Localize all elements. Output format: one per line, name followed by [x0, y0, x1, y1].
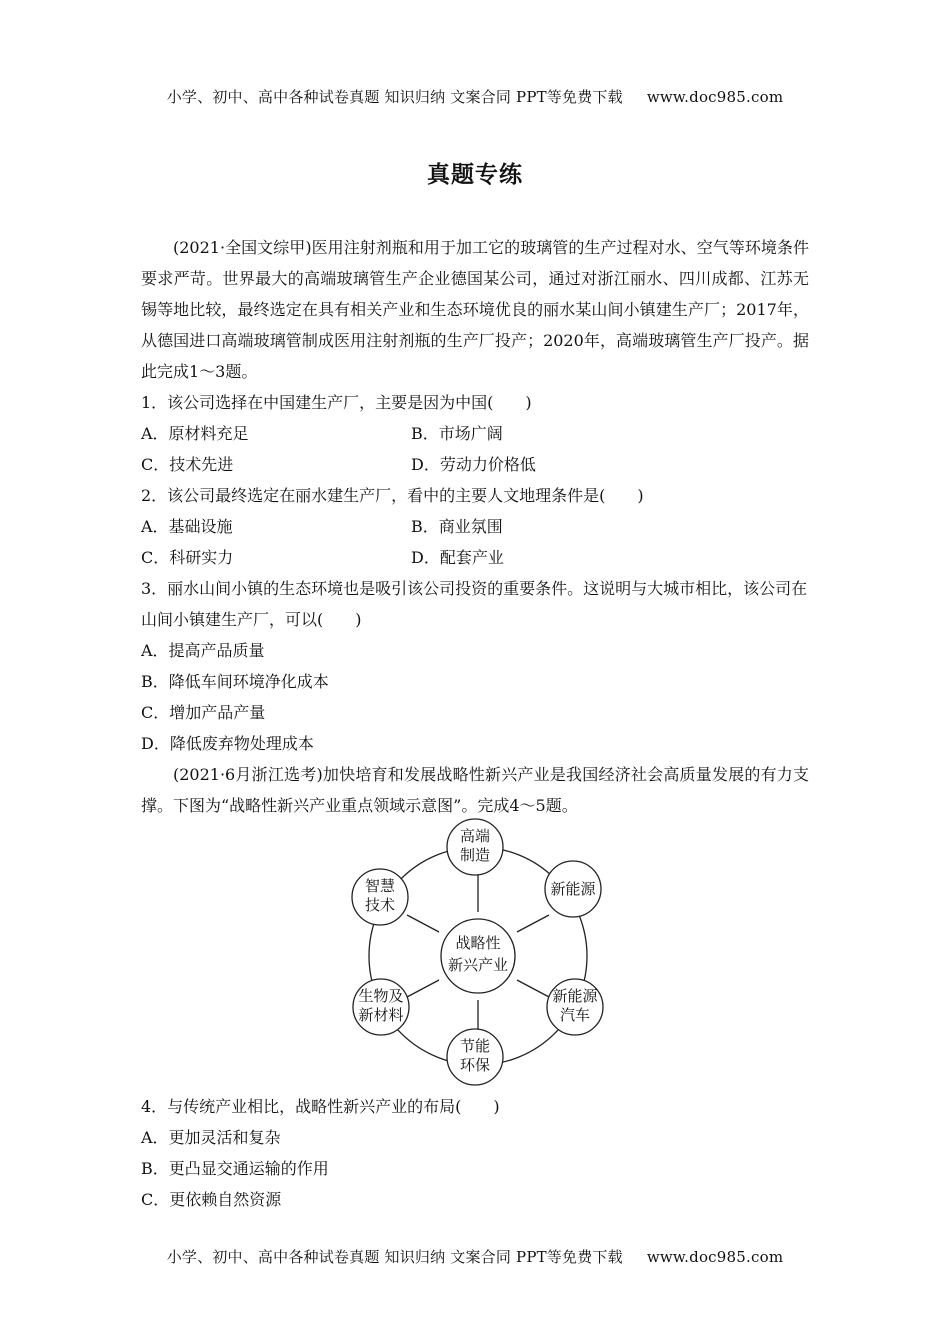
- center-label-line-2: 新兴产业: [447, 956, 509, 974]
- q1-option-d: D．劳动力价格低: [411, 455, 536, 474]
- q2-option-c: C．科研实力: [141, 548, 234, 567]
- spoke-lower-left: [407, 980, 439, 997]
- node-bio-materials-line-2: 新材料: [358, 1006, 404, 1024]
- question-3-stem: 3．丽水山间小镇的生态环境也是吸引该公司投资的重要条件。这说明与大城市相比，该公司在山间小镇建生产厂，可以( ): [141, 579, 808, 629]
- node-smart-tech-line-1: 智慧: [364, 877, 396, 895]
- spoke-lower-right: [517, 980, 549, 997]
- question-1-stem: 1．该公司选择在中国建生产厂，主要是因为中国( ): [141, 393, 532, 412]
- page-header: [0, 86, 950, 107]
- q2-option-b: B．商业氛围: [411, 517, 503, 536]
- footer-url[interactable]: www.doc985.com: [646, 1248, 784, 1266]
- question-1-options-row-2: [141, 449, 809, 480]
- section-2: [141, 1091, 809, 1215]
- node-new-energy-line-1: 新能源: [550, 880, 596, 898]
- node-smart-tech-line-2: 技术: [364, 896, 396, 914]
- q3-option-d: D．降低废弃物处理成本: [141, 734, 314, 753]
- node-energy-saving-line-2: 环保: [459, 1056, 491, 1074]
- node-bio-materials-line-1: 生物及: [358, 987, 404, 1005]
- q1-option-c: C．技术先进: [141, 455, 234, 474]
- header-text: 小学、初中、高中各种试卷真题 知识归纳 文案合同 PPT等免费下载: [166, 88, 623, 106]
- question-4-stem: 4．与传统产业相比，战略性新兴产业的布局( ): [141, 1097, 500, 1116]
- q3-option-a: A．提高产品质量: [141, 641, 265, 660]
- question-2-stem: 2．该公司最终选定在丽水建生产厂，看中的主要人文地理条件是( ): [141, 486, 644, 505]
- q3-option-b: B．降低车间环境净化成本: [141, 672, 329, 691]
- page-footer: [0, 1246, 950, 1267]
- question-2-options-row-2: [141, 542, 809, 573]
- header-url[interactable]: www.doc985.com: [646, 88, 784, 106]
- q2-option-d: D．配套产业: [411, 548, 504, 567]
- industry-diagram: [340, 812, 620, 1090]
- q3-option-c: C．增加产品产量: [141, 703, 266, 722]
- footer-text: 小学、初中、高中各种试卷真题 知识归纳 文案合同 PPT等免费下载: [166, 1248, 623, 1266]
- page-title: 真题专练: [427, 162, 523, 188]
- spoke-upper-right: [517, 915, 549, 932]
- node-new-energy-vehicles-line-1: 新能源: [552, 987, 598, 1005]
- question-1-options-row-1: [141, 418, 809, 449]
- node-high-end-manufacturing-line-2: 制造: [459, 846, 491, 864]
- q1-option-b: B．市场广阔: [411, 424, 503, 443]
- passage-2: (2021·6月浙江选考)加快培育和发展战略性新兴产业是我国经济社会高质量发展的有力支撑。下图为“战略性新兴产业重点领域示意图”。完成4～5题。: [141, 765, 809, 815]
- question-2-options-row-1: [141, 511, 809, 542]
- section-1: [141, 232, 809, 821]
- q4-option-a: A．更加灵活和复杂: [141, 1128, 281, 1147]
- node-energy-saving-line-1: 节能: [459, 1037, 491, 1055]
- q1-option-a: A．原材料充足: [141, 424, 249, 443]
- node-new-energy-vehicles-line-2: 汽车: [559, 1006, 591, 1024]
- passage-1: (2021·全国文综甲)医用注射剂瓶和用于加工它的玻璃管的生产过程对水、空气等环境条件要求严苛。世界最大的高端玻璃管生产企业德国某公司，通过对浙江丽水、四川成都、江苏无锡等地比较，最终选定在具有相关产业和生态环境优良的丽水某山间小镇建生产厂；2017年，从德国进口高端玻璃管制成医用注射剂瓶的生产厂投产；2020年，高端玻璃管生产厂投产。据此完成1～3题。: [141, 238, 809, 381]
- q4-option-b: B．更凸显交通运输的作用: [141, 1159, 329, 1178]
- q4-option-c: C．更依赖自然资源: [141, 1190, 282, 1209]
- spoke-upper-left: [407, 915, 439, 932]
- center-label-line-1: 战略性: [455, 934, 501, 952]
- node-high-end-manufacturing-line-1: 高端: [459, 827, 491, 845]
- q2-option-a: A．基础设施: [141, 517, 233, 536]
